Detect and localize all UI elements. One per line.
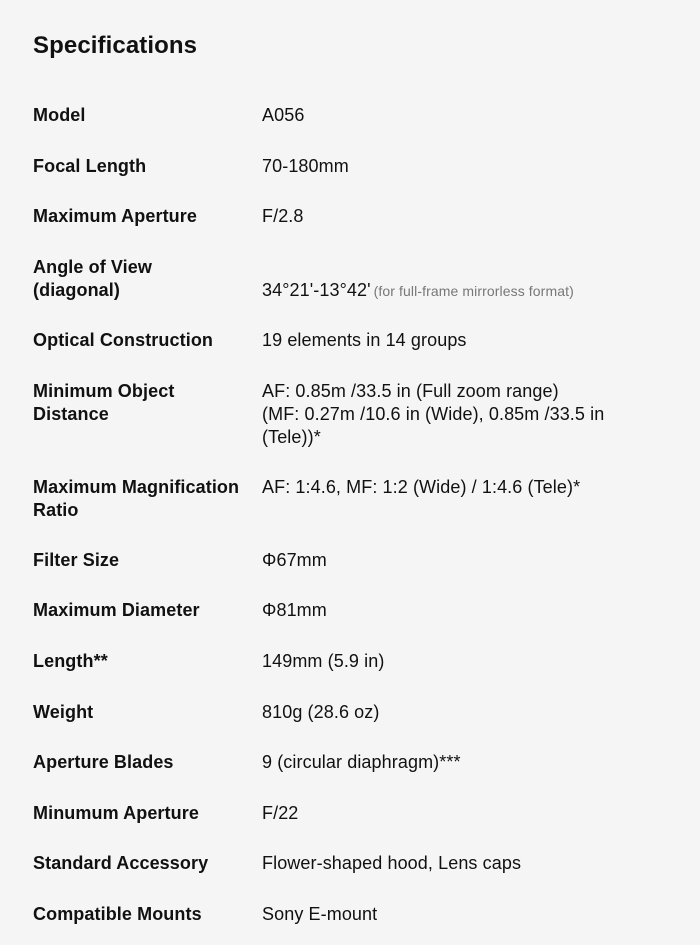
spec-label: Minimum Object Distance xyxy=(33,381,175,424)
spec-label: Maximum Diameter xyxy=(33,600,200,620)
spec-value-group xyxy=(262,256,673,303)
spec-value: 70-180mm xyxy=(262,156,349,176)
spec-note: (for full-frame mirrorless format) xyxy=(373,283,574,299)
spec-value: 19 elements in 14 groups xyxy=(262,330,467,350)
spec-row-aperture-blades xyxy=(33,751,673,774)
spec-label: Standard Accessory xyxy=(33,853,209,873)
spec-row-length xyxy=(33,650,673,673)
spec-row-optical-construction xyxy=(33,329,673,352)
spec-value: AF: 0.85m /33.5 in (Full zoom range) (MF: 0.27m /10.6 in (Wide), 0.85m /33.5 in (Tele))* xyxy=(262,381,605,447)
spec-row-minimum-object-distance xyxy=(33,380,673,449)
spec-value: 810g (28.6 oz) xyxy=(262,702,380,722)
spec-label: Focal Length xyxy=(33,156,147,176)
spec-label: Minumum Aperture xyxy=(33,803,199,823)
spec-row-focal-length xyxy=(33,155,673,178)
spec-value: 9 (circular diaphragm)*** xyxy=(262,752,461,772)
page-title: Specifications xyxy=(33,32,198,59)
spec-label: Angle of View (diagonal) xyxy=(33,257,152,300)
spec-row-angle-of-view xyxy=(33,256,673,303)
spec-row-model xyxy=(33,104,673,127)
spec-value: Sony E-mount xyxy=(262,904,378,924)
spec-row-maximum-diameter xyxy=(33,599,673,622)
spec-value: Φ67mm xyxy=(262,550,327,570)
spec-row-compatible-mounts xyxy=(33,903,673,926)
spec-row-maximum-magnification-ratio xyxy=(33,476,673,522)
spec-value: Φ81mm xyxy=(262,600,327,620)
spec-label: Weight xyxy=(33,702,94,722)
spec-value: 34°21'-13°42' xyxy=(262,280,371,300)
spec-value: 149mm (5.9 in) xyxy=(262,651,385,671)
spec-label: Model xyxy=(33,105,86,125)
spec-value: Flower-shaped hood, Lens caps xyxy=(262,853,522,873)
spec-label: Maximum Aperture xyxy=(33,206,197,226)
spec-label: Optical Construction xyxy=(33,330,214,350)
spec-value: AF: 1:4.6, MF: 1:2 (Wide) / 1:4.6 (Tele)* xyxy=(262,477,581,497)
spec-row-maximum-aperture xyxy=(33,205,673,228)
spec-row-minimum-aperture xyxy=(33,802,673,825)
spec-label: Maximum Magnification Ratio xyxy=(33,477,240,520)
spec-label: Filter Size xyxy=(33,550,120,570)
spec-row-weight xyxy=(33,701,673,724)
spec-label: Aperture Blades xyxy=(33,752,174,772)
spec-label: Compatible Mounts xyxy=(33,904,202,924)
spec-value: A056 xyxy=(262,105,305,125)
spec-value: F/2.8 xyxy=(262,206,304,226)
spec-row-standard-accessory xyxy=(33,852,673,875)
spec-label: Length** xyxy=(33,651,108,671)
spec-row-filter-size xyxy=(33,549,673,572)
spec-value: F/22 xyxy=(262,803,299,823)
